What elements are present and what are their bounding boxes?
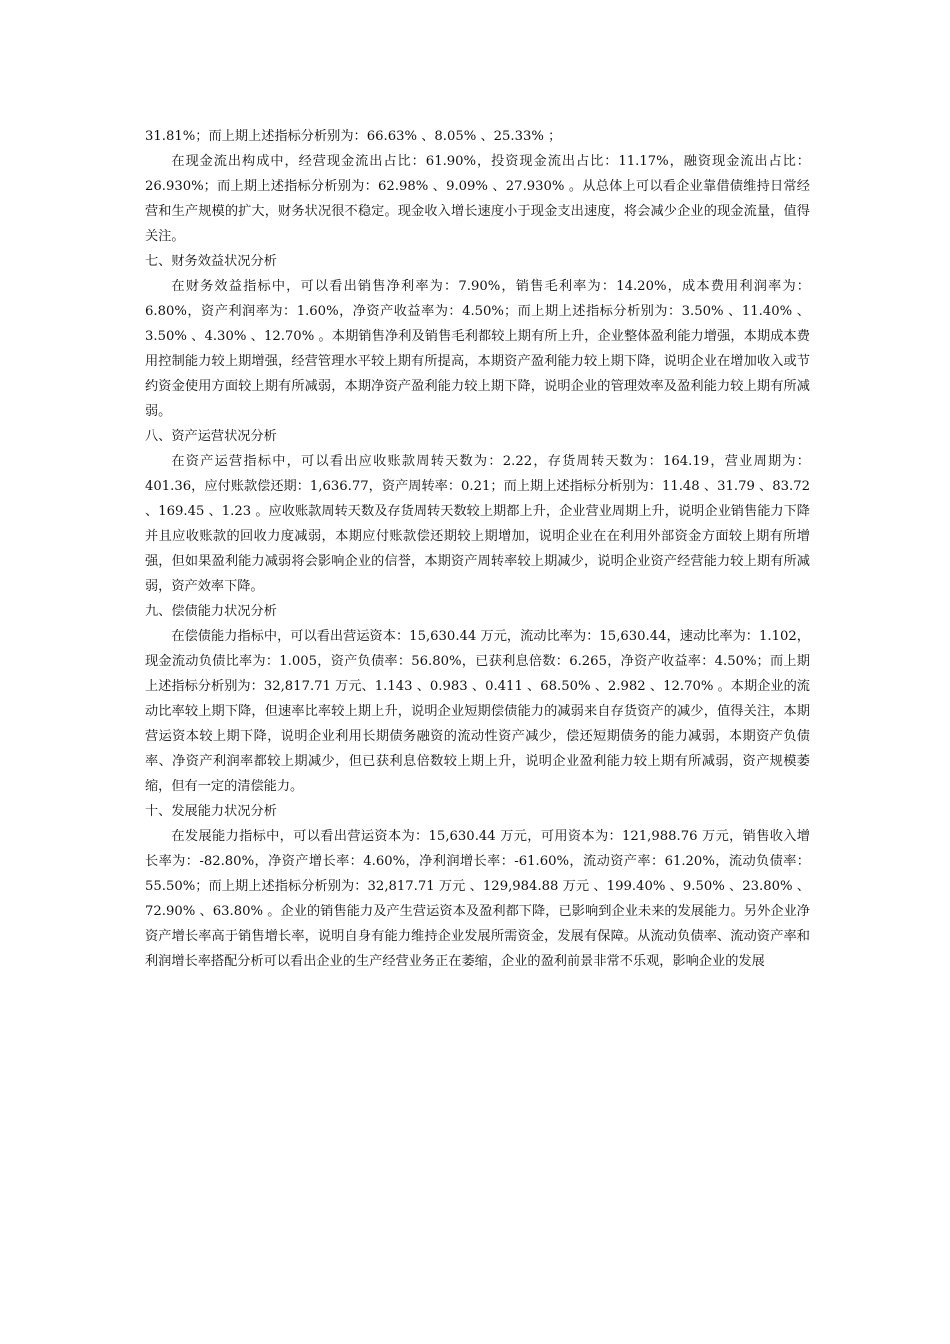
section-heading-development: 十、发展能力状况分析	[145, 804, 277, 819]
section-heading-financial-benefit: 七、财务效益状况分析	[145, 254, 277, 269]
section-heading-asset-operation: 八、资产运营状况分析	[145, 429, 277, 444]
paragraph-asset-operation: 在资产运营指标中，可以看出应收账款周转天数为：2.22，存货周转天数为：164.19，营业周期为：401.36，应付账款偿还期：1,636.77，资产周转率：0.21；而上期上述指标分析别为：11.48 、31.79 、83.72 、169.45 、1.23 。应收账款周转天数及存货周转天数较上期都上升，企业营业周期上升，说明企业销售能力下降并且应收账款的回收力度减弱，本期应付账款偿还期较上期增加，说明企业在在利用外部资金方面较上期有所增强，但如果盈利能力减弱将会影响企业的信誉，本期资产周转率较上期减少，说明企业资产经营能力较上期有所减弱，资产效率下降。	[145, 454, 810, 594]
section-heading-solvency: 九、偿债能力状况分析	[145, 604, 277, 619]
paragraph-financial-benefit: 在财务效益指标中，可以看出销售净利率为：7.90%，销售毛利率为：14.20%，成本费用利润率为：6.80%，资产利润率为：1.60%，净资产收益率为：4.50%；而上期上述指标分析别为：3.50% 、11.40% 、3.50% 、4.30% 、12.70% 。本期销售净利及销售毛利都较上期有所上升，企业整体盈利能力增强，本期成本费用控制能力较上期增强，经营管理水平较上期有所提高，本期资产盈利能力较上期下降，说明企业在增加收入或节约资金使用方面较上期有所减弱，本期净资产盈利能力较上期下降，说明企业的管理效率及盈利能力较上期有所减弱。	[145, 279, 810, 419]
paragraph-cashflow-outflow: 在现金流出构成中，经营现金流出占比：61.90%，投资现金流出占比：11.17%，融资现金流出占比：26.930%；而上期上述指标分析别为：62.98% 、9.09% 、27.930% 。从总体上可以看企业靠借债维持日常经营和生产规模的扩大，财务状况很不稳定。现金收入增长速度小于现金支出速度，将会减少企业的现金流量，值得关注。	[145, 154, 810, 244]
paragraph-development: 在发展能力指标中，可以看出营运资本为：15,630.44 万元，可用资本为：121,988.76 万元，销售收入增长率为：-82.80%，净资产增长率：4.60%，净利润增长率：-61.60%，流动资产率：61.20%，流动负债率：55.50%；而上期上述指标分析别为：32,817.71 万元 、129,984.88 万元 、199.40% 、9.50% 、23.80% 、72.90% 、63.80% 。企业的销售能力及产生营运资本及盈利都下降，已影响到企业未来的发展能力。另外企业净资产增长率高于销售增长率，说明自身有能力维持企业发展所需资金，发展有保障。从流动负债率、流动资产率和利润增长率搭配分析可以看出企业的生产经营业务正在萎缩，企业的盈利前景非常不乐观，影响企业的发展	[145, 829, 810, 969]
document-body	[145, 124, 810, 974]
paragraph-cashflow-inflow-tail: 31.81%；而上期上述指标分析别为：66.63% 、8.05% 、25.33% ；	[145, 129, 562, 144]
paragraph-solvency: 在偿债能力指标中，可以看出营运资本：15,630.44 万元，流动比率为：15,630.44，速动比率为：1.102，现金流动负债比率为：1.005，资产负债率：56.80%，已获利息倍数：6.265，净资产收益率：4.50%；而上期上述指标分析别为：32,817.71 万元、1.143 、0.983 、0.411 、68.50% 、2.982 、12.70% 。本期企业的流动比率较上期下降，但速率比率较上期上升，说明企业短期偿债能力的减弱来自存货资产的减少，值得关注，本期营运资本较上期下降，说明企业利用长期债务融资的流动性资产减少，偿还短期债务的能力减弱，本期资产负债率、净资产利润率都较上期减少，但已获利息倍数较上期上升，说明企业盈利能力较上期有所减弱，资产规模萎缩，但有一定的清偿能力。	[145, 629, 810, 794]
